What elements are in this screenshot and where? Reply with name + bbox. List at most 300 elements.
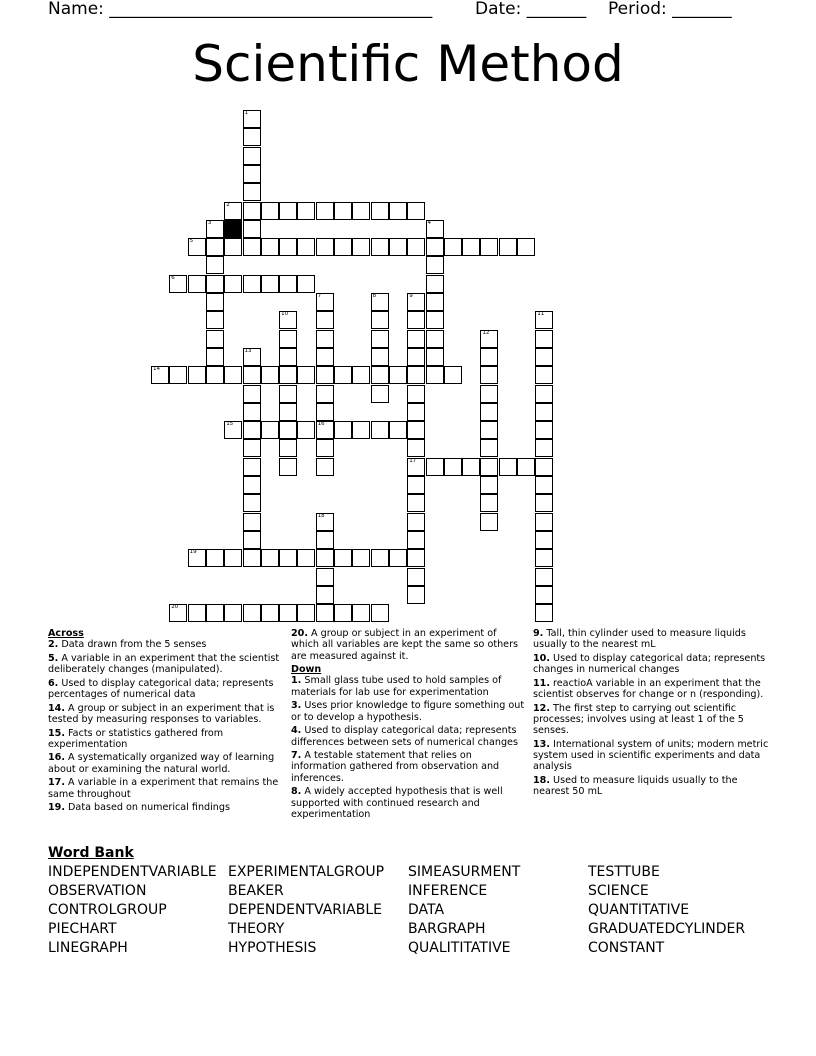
grid-cell[interactable] [535, 531, 553, 549]
grid-cell[interactable] [243, 604, 261, 622]
clue-item [291, 725, 527, 748]
word-bank-item: DEPENDENTVARIABLE [228, 902, 382, 918]
grid-cell[interactable] [279, 421, 297, 439]
grid-cell[interactable] [261, 421, 279, 439]
clue-item [48, 703, 284, 726]
grid-cell[interactable] [334, 238, 352, 256]
grid-cell[interactable] [480, 513, 498, 531]
grid-cell[interactable] [535, 439, 553, 457]
grid-cell[interactable] [407, 202, 425, 220]
clue-number: 13 [244, 347, 252, 354]
grid-cell[interactable] [206, 348, 224, 366]
clue-text: A systematically organized way of learning about or examining the natural world. [48, 752, 275, 775]
grid-cell[interactable] [316, 293, 334, 311]
grid-cell[interactable] [462, 458, 480, 476]
grid-cell[interactable] [499, 458, 517, 476]
grid-cell[interactable] [407, 311, 425, 329]
clue-item [291, 628, 527, 662]
clue-text: A group or subject in an experiment that is tested by measuring responses to variables. [48, 702, 275, 725]
clue-text: The first step to carrying out scientific processes; involves using at least 1 of the 5 senses. [533, 702, 744, 737]
grid-cell[interactable] [407, 586, 425, 604]
grid-cell[interactable] [444, 238, 462, 256]
grid-cell[interactable] [480, 494, 498, 512]
grid-cell[interactable] [352, 604, 370, 622]
grid-cell[interactable] [426, 458, 444, 476]
grid-cell[interactable] [316, 421, 334, 439]
clue-number: 4. [291, 725, 302, 737]
grid-cell[interactable] [243, 147, 261, 165]
grid-cell[interactable] [224, 275, 242, 293]
clue-text: A widely accepted hypothesis that is well supported with continued research and experimentation [291, 786, 503, 820]
word-bank-item: QUALITITATIVE [408, 940, 511, 956]
grid-cell[interactable] [261, 604, 279, 622]
grid-cell[interactable] [224, 202, 242, 220]
grid-cell[interactable] [535, 403, 553, 421]
grid-cell[interactable] [444, 458, 462, 476]
grid-cell[interactable] [407, 330, 425, 348]
clue-item [533, 628, 769, 651]
grid-cell[interactable] [535, 494, 553, 512]
grid-cell[interactable] [407, 531, 425, 549]
grid-cell[interactable] [261, 202, 279, 220]
grid-cell[interactable] [426, 311, 444, 329]
clue-item [48, 802, 284, 813]
grid-cell[interactable] [407, 348, 425, 366]
grid-cell[interactable] [206, 256, 224, 274]
grid-cell[interactable] [279, 348, 297, 366]
clue-number: 2. [48, 639, 59, 651]
down-heading: Down [291, 664, 322, 676]
clue-number: 6. [48, 677, 59, 689]
grid-cell[interactable] [389, 238, 407, 256]
grid-cell[interactable] [169, 604, 187, 622]
clue-number: 15. [48, 727, 65, 739]
grid-cell[interactable] [316, 549, 334, 567]
grid-cell[interactable] [407, 458, 425, 476]
clue-number: 19. [48, 802, 65, 814]
clue-number: 20 [171, 604, 179, 611]
grid-cell[interactable] [169, 366, 187, 384]
grid-cell[interactable] [261, 366, 279, 384]
grid-cell[interactable] [224, 238, 242, 256]
grid-cell[interactable] [188, 275, 206, 293]
word-bank-item: BARGRAPH [408, 921, 486, 937]
clue-item [291, 675, 527, 698]
clue-number: 9. [533, 628, 544, 639]
date-field[interactable]: Date: _______ [475, 0, 587, 19]
grid-cell[interactable] [535, 549, 553, 567]
grid-cell[interactable] [480, 366, 498, 384]
grid-cell[interactable] [371, 311, 389, 329]
grid-cell[interactable] [407, 403, 425, 421]
grid-cell[interactable] [243, 183, 261, 201]
grid-cell[interactable] [169, 275, 187, 293]
grid-cell[interactable] [316, 458, 334, 476]
grid-cell[interactable] [517, 458, 535, 476]
grid-cell[interactable] [243, 238, 261, 256]
clue-number: 7. [291, 750, 302, 762]
grid-cell[interactable] [535, 366, 553, 384]
clue-item [48, 653, 284, 676]
clue-number: 1 [244, 110, 248, 116]
grid-cell[interactable] [243, 366, 261, 384]
clue-text: A variable in an experiment that the scientist deliberately changes (manipulated). [48, 652, 280, 676]
down-clue-list [291, 675, 527, 820]
grid-cell[interactable] [279, 330, 297, 348]
grid-cell[interactable] [316, 366, 334, 384]
grid-cell[interactable] [297, 421, 315, 439]
clue-number: 3 [207, 219, 212, 226]
grid-cell[interactable] [224, 366, 242, 384]
grid-cell[interactable] [480, 476, 498, 494]
grid-cell[interactable] [316, 238, 334, 256]
word-bank-item: TESTTUBE [588, 864, 660, 880]
name-field[interactable]: Name: ______________________________________ [48, 0, 433, 19]
grid-cell[interactable] [316, 330, 334, 348]
grid-cell[interactable] [334, 604, 352, 622]
clue-item [291, 786, 527, 820]
word-bank-item: QUANTITATIVE [588, 902, 690, 918]
grid-cell[interactable] [371, 202, 389, 220]
grid-cell[interactable] [188, 549, 206, 567]
clue-number: 4 [427, 219, 431, 226]
clue-number: 12. [533, 702, 550, 714]
clue-text: Uses prior knowledge to figure something out or to develop a hypothesis. [291, 700, 525, 723]
word-bank-item: GRADUATEDCYLINDER [588, 921, 746, 937]
grid-cell[interactable] [371, 385, 389, 403]
grid-cell[interactable] [243, 549, 261, 567]
grid-cell[interactable] [480, 439, 498, 457]
grid-cell[interactable] [297, 275, 315, 293]
grid-cell[interactable] [535, 586, 553, 604]
grid-cell[interactable] [535, 513, 553, 531]
grid-cell[interactable] [243, 403, 261, 421]
clue-number: 17. [48, 777, 65, 789]
clue-number: 16. [48, 752, 65, 764]
grid-cell[interactable] [334, 549, 352, 567]
word-bank-item: OBSERVATION [48, 883, 147, 899]
grid-cell[interactable] [480, 421, 498, 439]
clues-column-3 [533, 628, 769, 800]
clue-number: 6 [171, 274, 175, 281]
grid-cell[interactable] [352, 549, 370, 567]
grid-cell[interactable] [243, 439, 261, 457]
word-bank-item: PIECHART [48, 921, 117, 937]
clue-number: 7 [317, 293, 322, 299]
grid-cell[interactable] [535, 476, 553, 494]
grid-cell[interactable] [371, 366, 389, 384]
clue-number: 12 [482, 329, 490, 336]
grid-cell[interactable] [297, 366, 315, 384]
grid-cell[interactable] [426, 293, 444, 311]
grid-cell[interactable] [243, 531, 261, 549]
grid-cell[interactable] [243, 165, 261, 183]
grid-cell[interactable] [297, 238, 315, 256]
grid-cell[interactable] [407, 549, 425, 567]
grid-cell[interactable] [426, 348, 444, 366]
grid-cell[interactable] [243, 275, 261, 293]
clue-number: 5. [48, 652, 59, 664]
clue-text: Data based on numerical findings [65, 802, 230, 814]
grid-cell[interactable] [334, 421, 352, 439]
grid-cell[interactable] [462, 238, 480, 256]
clue-text: A variable in a experiment that remains the same throughout [48, 777, 279, 800]
clue-text: International system of units; modern metric system used in scientific experiments and data analysis [533, 738, 769, 773]
clue-item [291, 750, 527, 784]
grid-cell[interactable] [151, 366, 169, 384]
clues-column-1 [48, 628, 284, 816]
grid-cell[interactable] [243, 421, 261, 439]
grid-cell[interactable] [243, 458, 261, 476]
grid-cell[interactable] [535, 311, 553, 329]
grid-cell[interactable] [316, 604, 334, 622]
clue-number: 15 [226, 421, 234, 428]
clue-number: 9 [409, 293, 413, 299]
clue-number: 17 [409, 457, 417, 464]
word-bank-item: INFERENCE [408, 883, 488, 899]
grid-cell[interactable] [480, 403, 498, 421]
word-bank-item: BEAKER [228, 883, 284, 899]
grid-cell[interactable] [535, 348, 553, 366]
grid-cell[interactable] [243, 220, 261, 238]
grid-cell[interactable] [316, 348, 334, 366]
grid-cell[interactable] [316, 568, 334, 586]
word-bank-item: CONTROLGROUP [48, 902, 167, 918]
down-clue-list-continued [533, 628, 769, 798]
clue-number: 1. [291, 675, 302, 687]
word-bank-item: EXPERIMENTALGROUP [228, 864, 385, 880]
grid-cell[interactable] [279, 439, 297, 457]
grid-cell[interactable] [206, 293, 224, 311]
word-bank-item: LINEGRAPH [48, 940, 128, 956]
grid-cell[interactable] [352, 421, 370, 439]
grid-cell[interactable] [535, 568, 553, 586]
grid-cell[interactable] [389, 421, 407, 439]
grid-cell[interactable] [316, 385, 334, 403]
grid-cell[interactable] [371, 330, 389, 348]
grid-cell[interactable] [517, 238, 535, 256]
grid-cell[interactable] [224, 549, 242, 567]
grid-cell[interactable] [243, 128, 261, 146]
clue-number: 14. [48, 702, 65, 714]
grid-cell[interactable] [407, 568, 425, 586]
clue-number: 8 [372, 293, 377, 299]
grid-cell[interactable] [407, 439, 425, 457]
grid-cell[interactable] [371, 293, 389, 311]
clue-text: A testable statement that relies on information gathered from observation and inferences. [291, 750, 500, 784]
clue-item [48, 639, 284, 650]
grid-cell[interactable] [444, 366, 462, 384]
clue-number: 20. [291, 628, 308, 639]
grid-cell[interactable] [206, 330, 224, 348]
clue-number: 18 [317, 512, 325, 519]
grid-cell[interactable] [334, 366, 352, 384]
grid-cell[interactable] [352, 202, 370, 220]
clue-text: Used to measure liquids usually to the nearest 50 mL [533, 775, 738, 798]
grid-cell[interactable] [279, 202, 297, 220]
clue-number: 11 [537, 311, 545, 318]
grid-cell[interactable] [316, 513, 334, 531]
grid-cell[interactable] [224, 421, 242, 439]
grid-cell[interactable] [243, 494, 261, 512]
word-bank-item: INDEPENDENTVARIABLE [48, 864, 217, 880]
grid-cell[interactable] [426, 275, 444, 293]
grid-cell[interactable] [243, 110, 261, 128]
grid-cell[interactable] [188, 238, 206, 256]
clue-text: Tall, thin cylinder used to measure liquids usually to the nearest mL [533, 628, 746, 651]
grid-cell[interactable] [279, 385, 297, 403]
grid-cell[interactable] [261, 238, 279, 256]
period-field[interactable]: Period: _______ [608, 0, 732, 19]
grid-cell[interactable] [480, 348, 498, 366]
word-bank-item: DATA [408, 902, 445, 918]
grid-cell[interactable] [206, 275, 224, 293]
word-bank-item: CONSTANT [588, 940, 665, 956]
clue-number: 10 [281, 311, 289, 318]
grid-cell[interactable] [316, 439, 334, 457]
grid-cell[interactable] [426, 256, 444, 274]
clue-number: 5 [189, 238, 194, 245]
grid-cell[interactable] [480, 330, 498, 348]
grid-cell[interactable] [499, 238, 517, 256]
clue-number: 10. [533, 652, 550, 664]
grid-cell[interactable] [243, 385, 261, 403]
grid-cell[interactable] [426, 366, 444, 384]
clue-number: 8. [291, 786, 302, 798]
clue-number: 11. [533, 677, 550, 689]
grid-cell[interactable] [535, 330, 553, 348]
clue-item [48, 777, 284, 800]
clues-column-2 [291, 628, 527, 823]
clue-text: Facts or statistics gathered from experimentation [48, 727, 224, 750]
clue-text: Small glass tube used to hold samples of materials for lab use for experimentation [291, 675, 502, 698]
grid-cell[interactable] [279, 238, 297, 256]
grid-cell[interactable] [297, 604, 315, 622]
grid-cell[interactable] [316, 311, 334, 329]
word-bank-item: THEORY [228, 921, 285, 937]
grid-cell[interactable] [316, 202, 334, 220]
grid-cell[interactable] [426, 330, 444, 348]
grid-cell[interactable] [389, 202, 407, 220]
grid-cell[interactable] [407, 494, 425, 512]
grid-cell[interactable] [407, 513, 425, 531]
grid-cell[interactable] [297, 549, 315, 567]
grid-cell[interactable] [371, 238, 389, 256]
clue-item [48, 678, 284, 701]
grid-cell[interactable] [279, 311, 297, 329]
grid-cell[interactable] [426, 220, 444, 238]
grid-cell[interactable] [243, 202, 261, 220]
grid-cell[interactable] [206, 311, 224, 329]
grid-cell[interactable] [279, 604, 297, 622]
grid-cell[interactable] [261, 275, 279, 293]
clue-item [533, 775, 769, 798]
grid-cell[interactable] [535, 421, 553, 439]
grid-cell[interactable] [316, 531, 334, 549]
grid-cell[interactable] [297, 202, 315, 220]
grid-cell[interactable] [261, 549, 279, 567]
grid-cell[interactable] [407, 293, 425, 311]
grid-cell[interactable] [206, 604, 224, 622]
clue-item [291, 700, 527, 723]
clue-text: A group or subject in an experiment of which all variables are kept the same so others are measured against it. [291, 628, 519, 662]
grid-cell[interactable] [206, 238, 224, 256]
grid-cell[interactable] [243, 348, 261, 366]
grid-cell[interactable] [480, 238, 498, 256]
grid-cell[interactable] [188, 366, 206, 384]
clue-item [48, 752, 284, 775]
grid-cell[interactable] [407, 238, 425, 256]
grid-cell[interactable] [407, 476, 425, 494]
grid-cell[interactable] [352, 366, 370, 384]
page-title: Scientific Method [192, 35, 624, 93]
word-bank-item: SCIENCE [588, 883, 649, 899]
black-cell [224, 220, 242, 238]
clue-number: 13. [533, 738, 550, 750]
grid-cell[interactable] [389, 366, 407, 384]
grid-cell[interactable] [389, 549, 407, 567]
clue-number: 2 [226, 201, 230, 208]
grid-cell[interactable] [224, 604, 242, 622]
grid-cell[interactable] [352, 238, 370, 256]
clue-item [533, 678, 769, 701]
grid-cell[interactable] [206, 366, 224, 384]
grid-cell[interactable] [316, 403, 334, 421]
grid-cell[interactable] [371, 421, 389, 439]
grid-cell[interactable] [371, 549, 389, 567]
grid-cell[interactable] [243, 476, 261, 494]
grid-cell[interactable] [206, 220, 224, 238]
grid-cell[interactable] [480, 458, 498, 476]
grid-cell[interactable] [279, 458, 297, 476]
grid-cell[interactable] [206, 549, 224, 567]
grid-cell[interactable] [316, 586, 334, 604]
clue-number: 16 [317, 421, 325, 428]
clue-text: reactioA variable in an experiment that the scientist observes for change or n (responding). [533, 677, 764, 701]
across-heading: Across [48, 628, 84, 639]
clue-item [48, 728, 284, 751]
across-clue-list [48, 639, 284, 813]
clue-number: 3. [291, 700, 302, 712]
grid-cell[interactable] [371, 604, 389, 622]
grid-cell[interactable] [535, 604, 553, 622]
grid-cell[interactable] [279, 366, 297, 384]
clue-item [533, 739, 769, 773]
word-bank-title: Word Bank [48, 845, 134, 861]
grid-cell[interactable] [480, 385, 498, 403]
clue-number: 14 [153, 366, 160, 373]
grid-cell[interactable] [334, 202, 352, 220]
clue-item [533, 703, 769, 737]
grid-cell[interactable] [407, 366, 425, 384]
grid-cell[interactable] [279, 403, 297, 421]
grid-cell[interactable] [535, 385, 553, 403]
clue-number: 19 [189, 549, 197, 556]
clue-text: Data drawn from the 5 senses [58, 639, 207, 651]
clue-number: 18. [533, 775, 550, 787]
grid-cell[interactable] [279, 275, 297, 293]
grid-cell[interactable] [407, 385, 425, 403]
word-bank-item: HYPOTHESIS [228, 940, 317, 956]
grid-cell[interactable] [407, 421, 425, 439]
grid-cell[interactable] [279, 549, 297, 567]
grid-cell[interactable] [188, 604, 206, 622]
grid-cell[interactable] [535, 458, 553, 476]
grid-cell[interactable] [243, 513, 261, 531]
grid-cell[interactable] [426, 238, 444, 256]
across-clue-list-continued [291, 628, 527, 662]
grid-cell[interactable] [371, 348, 389, 366]
